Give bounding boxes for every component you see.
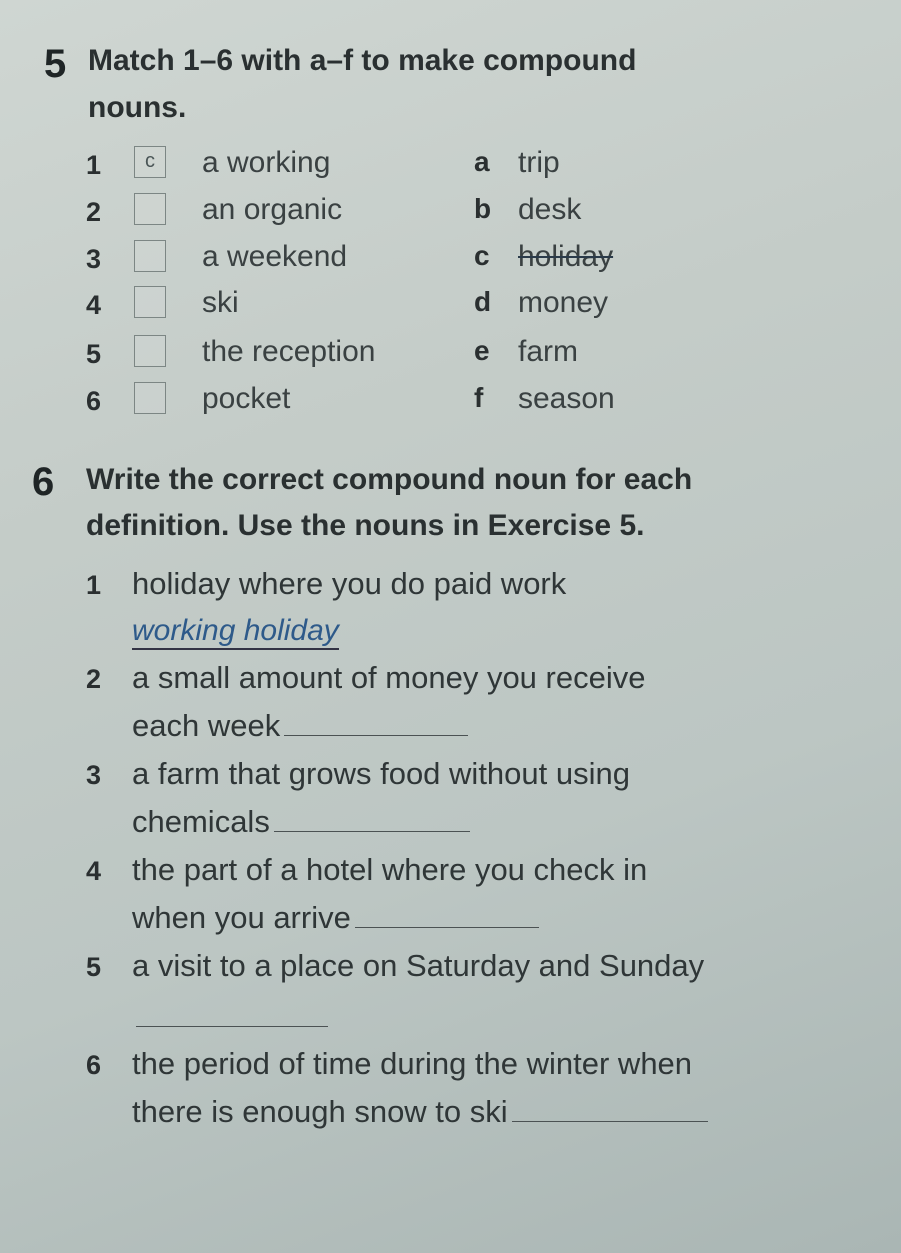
left-phrase: pocket [202,382,291,415]
definition-text: a farm that grows food without using [132,756,630,791]
definition-number: 3 [86,760,102,790]
answer-field-4[interactable] [355,901,539,928]
definition-text-continued: when you arrive [132,900,351,935]
definition-text: the period of time during the winter when [132,1046,693,1081]
match-row-3 [0,238,901,284]
definition-number: 2 [86,664,102,694]
match-letter: a [474,146,490,177]
match-number: 5 [86,339,102,369]
right-word: desk [518,193,582,226]
definition-text: a visit to a place on Saturday and Sunday [132,948,705,983]
right-word: farm [518,335,578,368]
left-phrase: the reception [202,335,376,368]
match-number: 6 [86,386,102,416]
right-word-crossed-out: holiday [518,240,614,273]
match-letter: d [474,286,492,317]
answer-field-2[interactable] [284,709,468,736]
answer-field-3[interactable] [274,805,470,832]
match-row-6 [0,380,901,426]
definition-text-line-2 [132,1094,708,1130]
answer-field-5[interactable] [136,1000,328,1027]
match-letter: e [474,335,490,366]
right-word: money [518,286,609,319]
definition-text: the part of a hotel where you check in [132,852,648,887]
match-number: 4 [86,290,102,320]
answer-field-6[interactable] [512,1095,708,1122]
left-phrase: a working [202,146,331,179]
left-phrase: ski [202,286,239,319]
definition-text-continued: there is enough snow to ski [132,1094,508,1129]
definition-number: 5 [86,952,102,982]
left-phrase: an organic [202,193,343,226]
answer-box-2[interactable] [134,193,166,225]
definition-text-continued: chemicals [132,804,270,839]
definition-number: 4 [86,856,102,886]
exercise-5-number: 5 [44,42,67,86]
exercise-6-title-line-1: Write the correct compound noun for each [86,463,693,496]
left-phrase: a weekend [202,240,348,273]
answer-box-5[interactable] [134,335,166,367]
match-number: 3 [86,244,102,274]
exercise-5-title-line-1: Match 1–6 with a–f to make compound [88,44,637,77]
exercise-6-number: 6 [32,460,55,504]
definition-text-continued: each week [132,708,281,743]
match-row-2 [0,191,901,237]
match-number: 1 [86,150,102,180]
match-number: 2 [86,197,102,227]
match-letter: b [474,193,492,224]
match-letter: c [474,240,490,271]
match-row-1 [0,144,901,190]
answer-field-1[interactable]: working holiday [132,614,339,650]
definition-text-line-2 [132,708,468,744]
answer-box-6[interactable] [134,382,166,414]
exercise-6-title-line-2: definition. Use the nouns in Exercise 5. [86,509,645,542]
definition-text-line-2 [132,804,470,840]
match-row-5 [0,333,901,379]
answer-box-1[interactable]: c [134,146,166,178]
definition-text: holiday where you do paid work [132,566,567,601]
definition-number: 6 [86,1050,102,1080]
match-letter: f [474,382,484,413]
right-word: trip [518,146,560,179]
definition-text: a small amount of money you receive [132,660,646,695]
definition-text-line-2 [132,900,539,936]
exercise-5-title-line-2: nouns. [88,91,187,124]
right-word: season [518,382,615,415]
match-row-4 [0,284,901,330]
definition-number: 1 [86,570,102,600]
answer-box-3[interactable] [134,240,166,272]
answer-box-4[interactable] [134,286,166,318]
